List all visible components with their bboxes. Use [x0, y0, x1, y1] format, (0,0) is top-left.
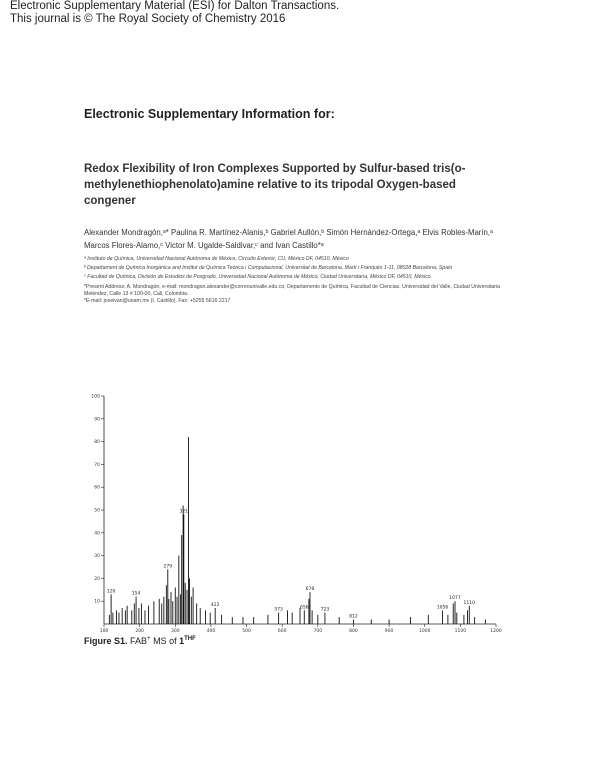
- x-tick-label: 1000: [419, 629, 431, 634]
- affiliations: [84, 256, 504, 305]
- caption-sup-1: +: [147, 636, 151, 642]
- caption-sup-2: THF: [184, 636, 196, 642]
- caption-text-1: FAB: [130, 636, 148, 646]
- x-tick-label: 400: [206, 629, 216, 634]
- x-tick-label: 500: [242, 629, 251, 634]
- peak-label: 1056: [436, 605, 449, 611]
- peak-label: 678: [305, 587, 315, 593]
- y-tick-label: 30: [94, 554, 100, 560]
- esi-title: Electronic Supplementary Information for:: [84, 107, 335, 121]
- peak-label: 154: [131, 591, 141, 597]
- chart-peaks: [106, 437, 485, 624]
- chart-peak-labels: [107, 509, 475, 620]
- affiliation-c: ᶜ Facultad de Química, División de Estudios de Posgrado, Universidad Nacional Autónoma de México, Ciudad Universitaria, México DF, 04510, México: [84, 274, 431, 281]
- header-line-1: Electronic Supplementary Material (ESI) for Dalton Transactions.: [10, 0, 340, 12]
- affiliation-a: ᵃ Instituto de Química, Universidad Nacional Autónoma de México, Circuito Exterior, CU, México DF, 04510, México: [84, 256, 349, 262]
- peak-label: 723: [320, 607, 330, 613]
- affiliation-b: ᵇ Departament de Química Inorgànica and Institut de Química Teòrica i Computacional, Universitat de Barcelona, Martí i Franquès 1-11, 08028 Barcelona, Spain: [84, 265, 453, 272]
- header-line-2: This journal is © The Royal Society of Chemistry 2016: [10, 13, 286, 25]
- x-tick-label: 1200: [490, 629, 502, 634]
- paper-title: Redox Flexibility of Iron Complexes Supported by Sulfur-based tris(o-methylenethiophenolato)amine relative to its tripodal Oxygen-based congener: [84, 163, 466, 207]
- caption-text-2: MS of: [150, 636, 180, 646]
- peak-label: 1110: [463, 600, 475, 606]
- y-tick-label: 100: [91, 394, 100, 400]
- y-tick-label: 20: [94, 576, 100, 582]
- y-tick-label: 70: [94, 462, 100, 468]
- y-tick-label: 60: [94, 485, 100, 491]
- peak-label: 573: [274, 607, 283, 613]
- y-tick-label: 90: [94, 417, 100, 423]
- x-tick-label: 300: [170, 629, 180, 634]
- x-tick-label: 100: [99, 629, 109, 634]
- x-tick-label: 200: [135, 629, 144, 634]
- corresponding-email: *E-mail: joseivan@unam.mx (I. Castillo). Fax: +5255 5616 2217: [84, 298, 231, 305]
- y-tick-label: 80: [94, 440, 100, 446]
- figure-caption: [84, 636, 196, 646]
- x-tick-label: 700: [313, 629, 323, 634]
- x-tick-label: 800: [349, 629, 358, 634]
- figure-label: Figure S1.: [84, 636, 128, 646]
- peak-label: 120: [106, 589, 116, 595]
- y-tick-label: 40: [94, 531, 100, 537]
- y-tick-label: 50: [94, 508, 100, 514]
- peak-label: 656: [299, 605, 309, 611]
- y-tick-label: 10: [94, 599, 100, 605]
- peak-label: 812: [349, 614, 358, 620]
- peak-label: 321: [179, 509, 189, 515]
- present-address: *Present Address: A. Mondragón, e-mail: mondragon.alexander@correounivalle.edu.co; Departamento de Química, Facultad de Ciencias, Universidad del Valle, Ciudad Universitaria Meléndez, Calle 13 # 100-00, Cali, Colombia.: [84, 283, 501, 297]
- x-tick-label: 600: [277, 629, 287, 634]
- author-list: Alexander Mondragón,ᵃ* Paulina R. Martínez-Alanis,ᵇ Gabriel Aullón,ᵇ Simón Hernández-Ortega,ᵃ Elvis Robles-Marín,ᵃ Marcos Flores-Alamo,ᶜ Victor M. Ugalde-Saldivar,ᶜ and Ivan Castillo*ᵃ: [84, 228, 493, 250]
- peak-label: 1077: [449, 596, 461, 602]
- x-tick-label: 1100: [454, 629, 467, 634]
- peak-label: 422: [210, 603, 220, 609]
- caption-compound: 1: [179, 636, 185, 646]
- esi-header: [10, 0, 339, 26]
- chart-axes: [91, 394, 501, 635]
- mass-spectrum-chart: [88, 388, 508, 636]
- x-tick-label: 900: [384, 629, 394, 634]
- peak-label: 279: [163, 564, 173, 570]
